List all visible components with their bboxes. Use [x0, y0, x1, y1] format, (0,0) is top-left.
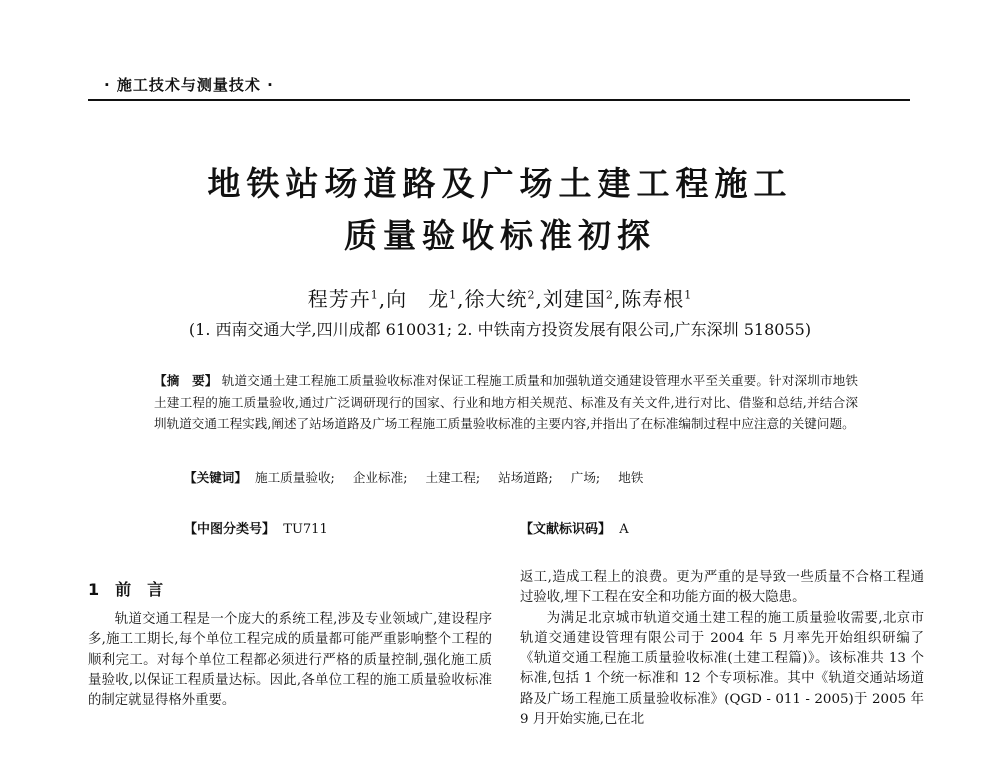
- author-affil-mark: 2: [605, 288, 614, 302]
- keyword: 施工质量验收;: [254, 470, 335, 485]
- author-affil-mark: 2: [527, 288, 536, 302]
- author-separator: ,: [613, 287, 622, 311]
- keyword: 站场道路;: [498, 470, 553, 485]
- author-list: [0, 283, 1000, 312]
- author-separator: ,: [457, 287, 465, 311]
- affiliation: (1. 西南交通大学,四川成都 610031; 2. 中铁南方投资发展有限公司,广东深圳 518055): [188, 320, 812, 339]
- author-name: 刘建国: [542, 287, 606, 311]
- running-header: · 施工技术与测量技术 ·: [104, 76, 274, 94]
- title-line-1: 地铁站场道路及广场土建工程施工: [207, 164, 793, 203]
- abstract-text: 轨道交通土建工程施工质量验收标准对保证工程施工质量和加强轨道交通建设管理水平至关重要。针对深圳市地铁土建工程的施工质量验收,通过广泛调研现行的国家、行业和地方相关规范、标准及有关文件,进行对比、借鉴和总结,并结合深圳轨道交通工程实践,阐述了站场道路及广场工程施工质量验收标准的主要内容,并指出了在标准编制过程中应注意的关键问题。: [154, 373, 858, 431]
- document-code-value: A: [619, 522, 629, 537]
- author-name: 程芳卉: [307, 287, 371, 311]
- paragraph: 为满足北京城市轨道交通土建工程的施工质量验收需要,北京市轨道交通建设管理有限公司于 2004 年 5 月率先开始组织研编了《轨道交通工程施工质量验收标准(土建工程篇)》。该标准共 13 个标准,包括 1 个统一标准和 12 个专项标准。其中《轨道交通站场道路及广场工程施工质量验收标准》(QGD - 011 - 2005)于 2005 年 9 月开始实施,已在北: [520, 610, 924, 728]
- keyword: 土建工程;: [425, 470, 481, 485]
- abstract: [154, 370, 858, 435]
- keyword: 企业标准;: [352, 470, 408, 485]
- abstract-label: 【摘 要】: [154, 373, 218, 388]
- header-rule: [88, 99, 910, 101]
- author-affil-mark: 1: [449, 288, 458, 302]
- keyword: 地铁: [618, 470, 644, 485]
- keyword: 广场;: [570, 470, 601, 485]
- document-code: [520, 518, 629, 537]
- keywords-label: 【关键词】: [184, 470, 247, 485]
- author-separator: ,: [535, 287, 543, 311]
- author-name: 陈寿根: [621, 287, 685, 311]
- document-code-label: 【文献标识码】: [520, 522, 612, 537]
- paragraph: 轨道交通工程是一个庞大的系统工程,涉及专业领域广,建设程序多,施工工期长,每个单位工程完成的质量都可能严重影响整个工程的顺利完工。对每个单位工程都必须进行严格的质量控制,强化施工质量验收,以保证工程质量达标。因此,各单位工程的施工质量验收标准的制定就显得格外重要。: [88, 612, 492, 709]
- classification: [184, 518, 328, 537]
- author-name: 徐大统: [464, 287, 528, 311]
- section-heading: 1 前 言: [88, 580, 164, 599]
- author-separator: ,: [378, 287, 387, 311]
- classification-label: 【中图分类号】: [184, 522, 276, 537]
- paragraph: 返工,造成工程上的浪费。更为严重的是导致一些质量不合格工程通过验收,埋下工程在安全和功能方面的极大隐患。: [520, 570, 924, 606]
- author-name: 向 龙: [386, 287, 450, 311]
- author-affil-mark: 1: [684, 288, 693, 302]
- left-column: [88, 610, 492, 711]
- right-column: [520, 568, 924, 730]
- keywords: [184, 467, 657, 486]
- author-affil-mark: 1: [370, 288, 379, 302]
- title-line-2: 质量验收标准初探: [344, 216, 656, 255]
- classification-value: TU711: [283, 522, 328, 537]
